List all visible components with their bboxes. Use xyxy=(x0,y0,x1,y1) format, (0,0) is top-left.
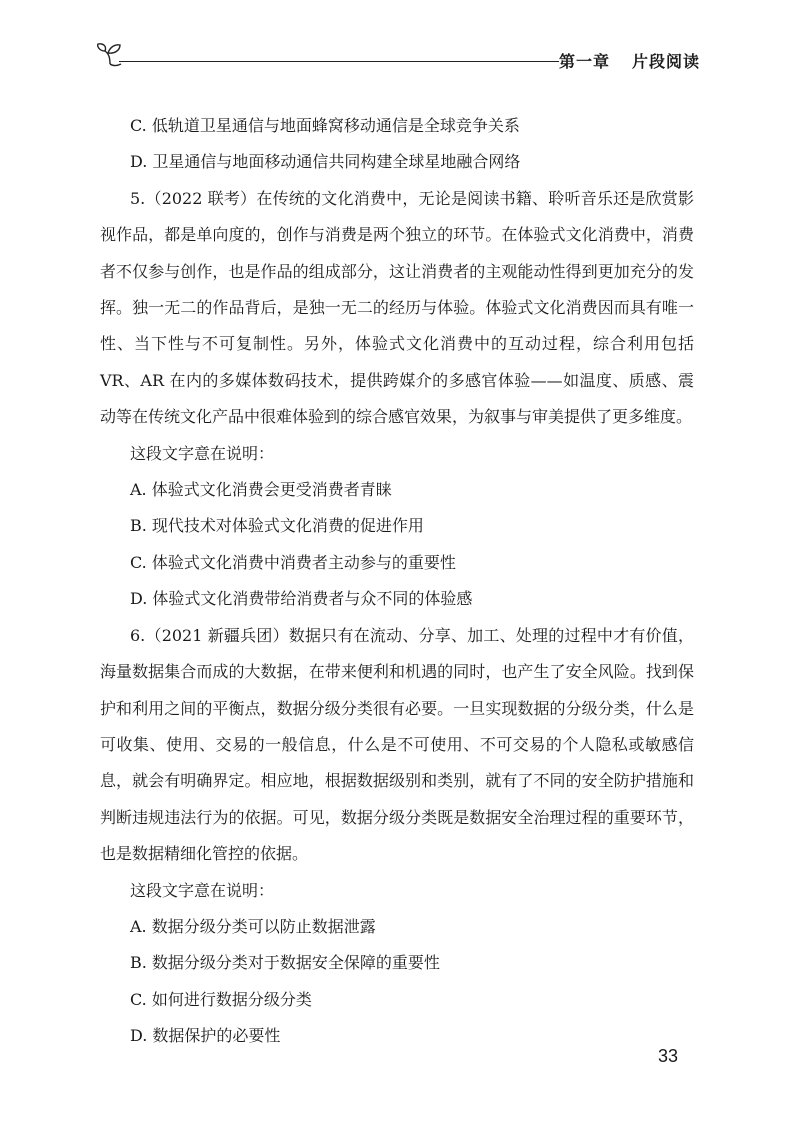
question-5-option-c: C. 体验式文化消费中消费者主动参与的重要性 xyxy=(130,552,456,572)
question-5-option-a: A. 体验式文化消费会更受消费者青睐 xyxy=(130,480,392,500)
question-6-option-a: A. 数据分级分类可以防止数据泄露 xyxy=(130,916,376,936)
chapter-title xyxy=(559,49,700,72)
question-5-option-b: B. 现代技术对体验式文化消费的促进作用 xyxy=(130,516,424,536)
question-6-option-d: D. 数据保护的必要性 xyxy=(130,1026,281,1046)
chapter-label: 第一章 xyxy=(558,52,610,71)
question-6-option-b: B. 数据分级分类对于数据安全保障的重要性 xyxy=(130,953,440,973)
q4-option-d: D. 卫星通信与地面移动通信共同构建全球星地融合网络 xyxy=(130,152,521,172)
page-number: 33 xyxy=(658,1046,679,1066)
page-header xyxy=(95,42,700,78)
question-6-text: 6.（2021 新疆兵团）数据只有在流动、分享、加工、处理的过程中才有价值，海量数据集合而成的大数据，在带来便利和机遇的同时，也产生了安全风险。找到保护和利用之间的平衡点，数据分级分类很有必要。一旦实现数据的分级分类，什么是可收集、使用、交易的一般信息，什么是不可使用、不可交易的个人隐私或敏感信息，就会有明确界定。相应地，根据数据级别和类别，就有了不同的安全防护措施和判断违规违法行为的依据。可见，数据分级分类既是数据安全治理过程的重要环节，也是数据精细化管控的依据。 xyxy=(100,625,694,864)
question-6-prompt: 这段文字意在说明： xyxy=(130,880,275,900)
q4-option-c: C. 低轨道卫星通信与地面蜂窝移动通信是全球竞争关系 xyxy=(130,116,520,135)
section-label: 片段阅读 xyxy=(631,52,700,71)
question-5-prompt: 这段文字意在说明： xyxy=(130,443,275,463)
question-5-option-d: D. 体验式文化消费带给消费者与众不同的体验感 xyxy=(130,589,473,609)
question-6-option-c: C. 如何进行数据分级分类 xyxy=(130,989,312,1009)
sprout-icon xyxy=(95,42,129,68)
header-rule xyxy=(119,61,559,62)
question-5-text: 5.（2022 联考）在传统的文化消费中，无论是阅读书籍、聆听音乐还是欣赏影视作品，都是单向度的，创作与消费是两个独立的环节。在体验式文化消费中，消费者不仅参与创作，也是作品的组成部分，这让消费者的主观能动性得到更加充分的发挥。独一无二的作品背后，是独一无二的经历与体验。体验式文化消费因而具有唯一性、当下性与不可复制性。另外，体验式文化消费中的互动过程，综合利用包括 VR、AR 在内的多媒体数码技术，提供跨媒介的多感官体验——如温度、质感、震动等在传统文化产品中很难体验到的综合感官效果，为叙事与审美提供了更多维度。 xyxy=(100,188,694,427)
page-content xyxy=(100,108,694,1055)
